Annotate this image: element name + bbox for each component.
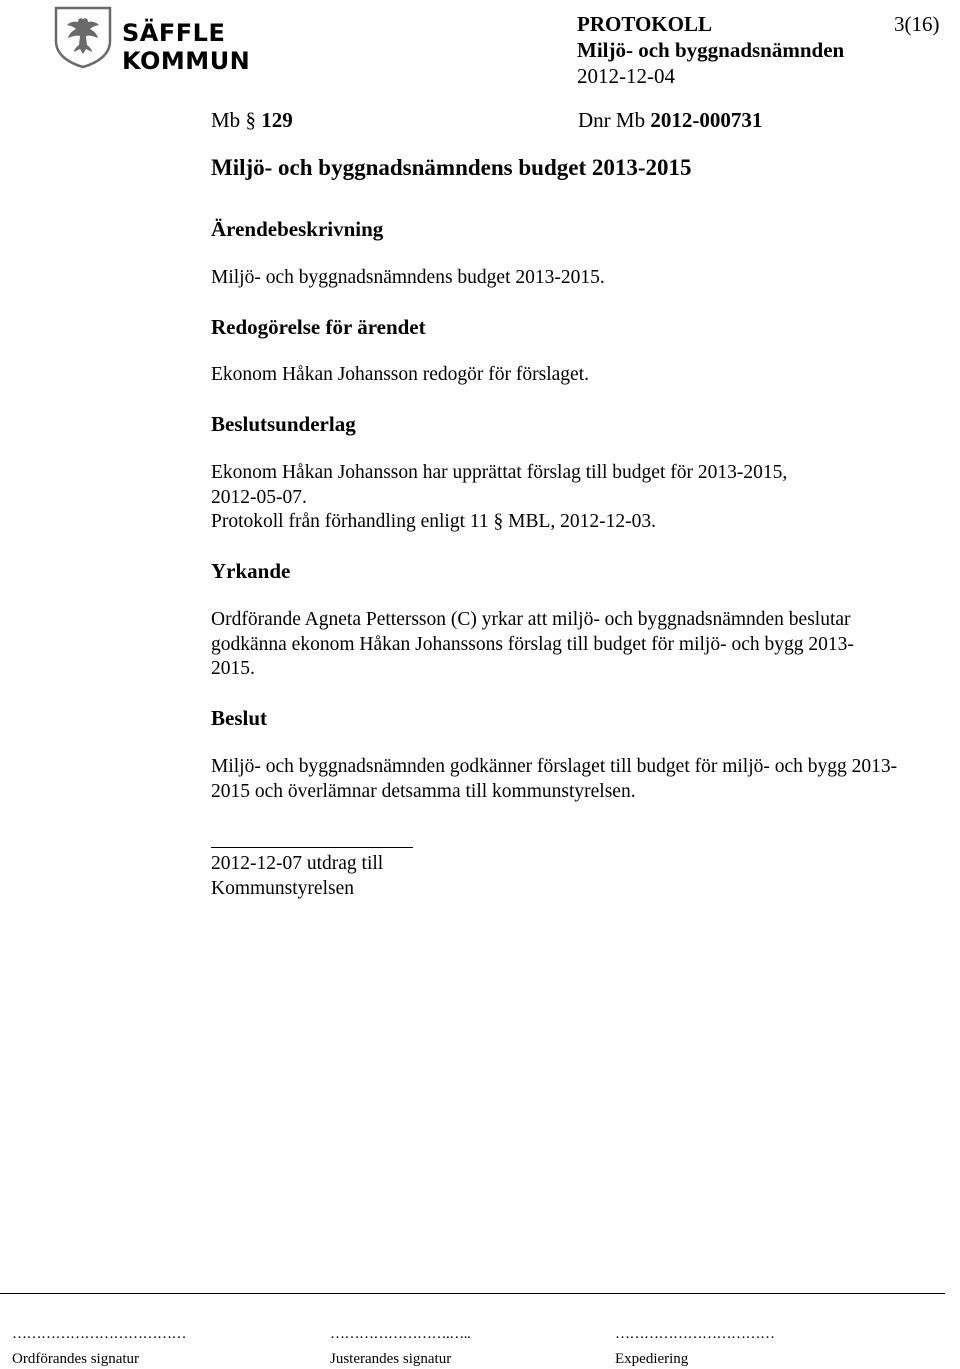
signature-line-dispatch: …………………………… xyxy=(615,1326,775,1342)
mb-prefix: Mb xyxy=(211,108,241,132)
signature-line-adjuster: …………………….….. xyxy=(330,1326,471,1342)
meeting-date: 2012-12-04 xyxy=(577,64,675,88)
signature-label-chair: Ordförandes signatur xyxy=(12,1351,140,1367)
section-sign-icon: § xyxy=(493,511,504,532)
heading-arendebeskrivning: Ärendebeskrivning xyxy=(211,217,384,241)
beslut-text: Miljö- och byggnadsnämnden godkänner förslaget till budget för miljö- och bygg 2013- 2015 och överlämnar detsamma till kommunstyrelsen. xyxy=(211,756,898,802)
redogorelse-text: Ekonom Håkan Johansson redogör för förslaget. xyxy=(211,364,589,385)
beslutsunderlag-text: Ekonom Håkan Johansson har upprättat förslag till budget för 2013-2015, 2012-05-07. Protokoll från förhandling enligt 11 § MBL, 2012-12-03. xyxy=(211,462,788,532)
footer-divider xyxy=(0,1293,945,1294)
distribution-divider xyxy=(211,847,413,848)
signature-label-adjuster: Justerandes signatur xyxy=(330,1351,452,1367)
yrkande-text: Ordförande Agneta Pettersson (C) yrkar att miljö- och byggnadsnämnden beslutar godkänna ekonom Håkan Johanssons förslag till budget för miljö- och bygg 2013- 2015. xyxy=(211,609,854,679)
signature-line-chair: ……………………………… xyxy=(12,1326,186,1342)
dnr-number: 2012-000731 xyxy=(650,108,763,132)
paragraph-number xyxy=(211,108,293,133)
page-title: Miljö- och byggnadsnämndens budget 2013-2015 xyxy=(211,155,692,180)
distribution-note: 2012-12-07 utdrag till Kommunstyrelsen xyxy=(211,853,384,899)
logo-text: SÄFFLE KOMMUN xyxy=(122,19,251,75)
heading-beslut: Beslut xyxy=(211,706,268,730)
coat-of-arms-icon xyxy=(52,5,114,69)
heading-redogorelse: Redogörelse för ärendet xyxy=(211,315,426,339)
arendebeskrivning-text: Miljö- och byggnadsnämndens budget 2013-2015. xyxy=(211,267,605,288)
heading-yrkande: Yrkande xyxy=(211,559,291,583)
document-type: PROTOKOLL xyxy=(577,12,712,36)
signature-label-dispatch: Expediering xyxy=(615,1351,689,1367)
committee-name: Miljö- och byggnadsnämnden xyxy=(577,38,845,62)
dnr-prefix: Dnr Mb xyxy=(578,108,646,132)
section-sign-icon: § xyxy=(245,108,256,132)
case-number xyxy=(578,108,762,133)
municipality-logo xyxy=(52,5,362,75)
page-number: 3(16) xyxy=(894,12,940,36)
mb-number: 129 xyxy=(261,108,293,132)
heading-beslutsunderlag: Beslutsunderlag xyxy=(211,412,356,436)
